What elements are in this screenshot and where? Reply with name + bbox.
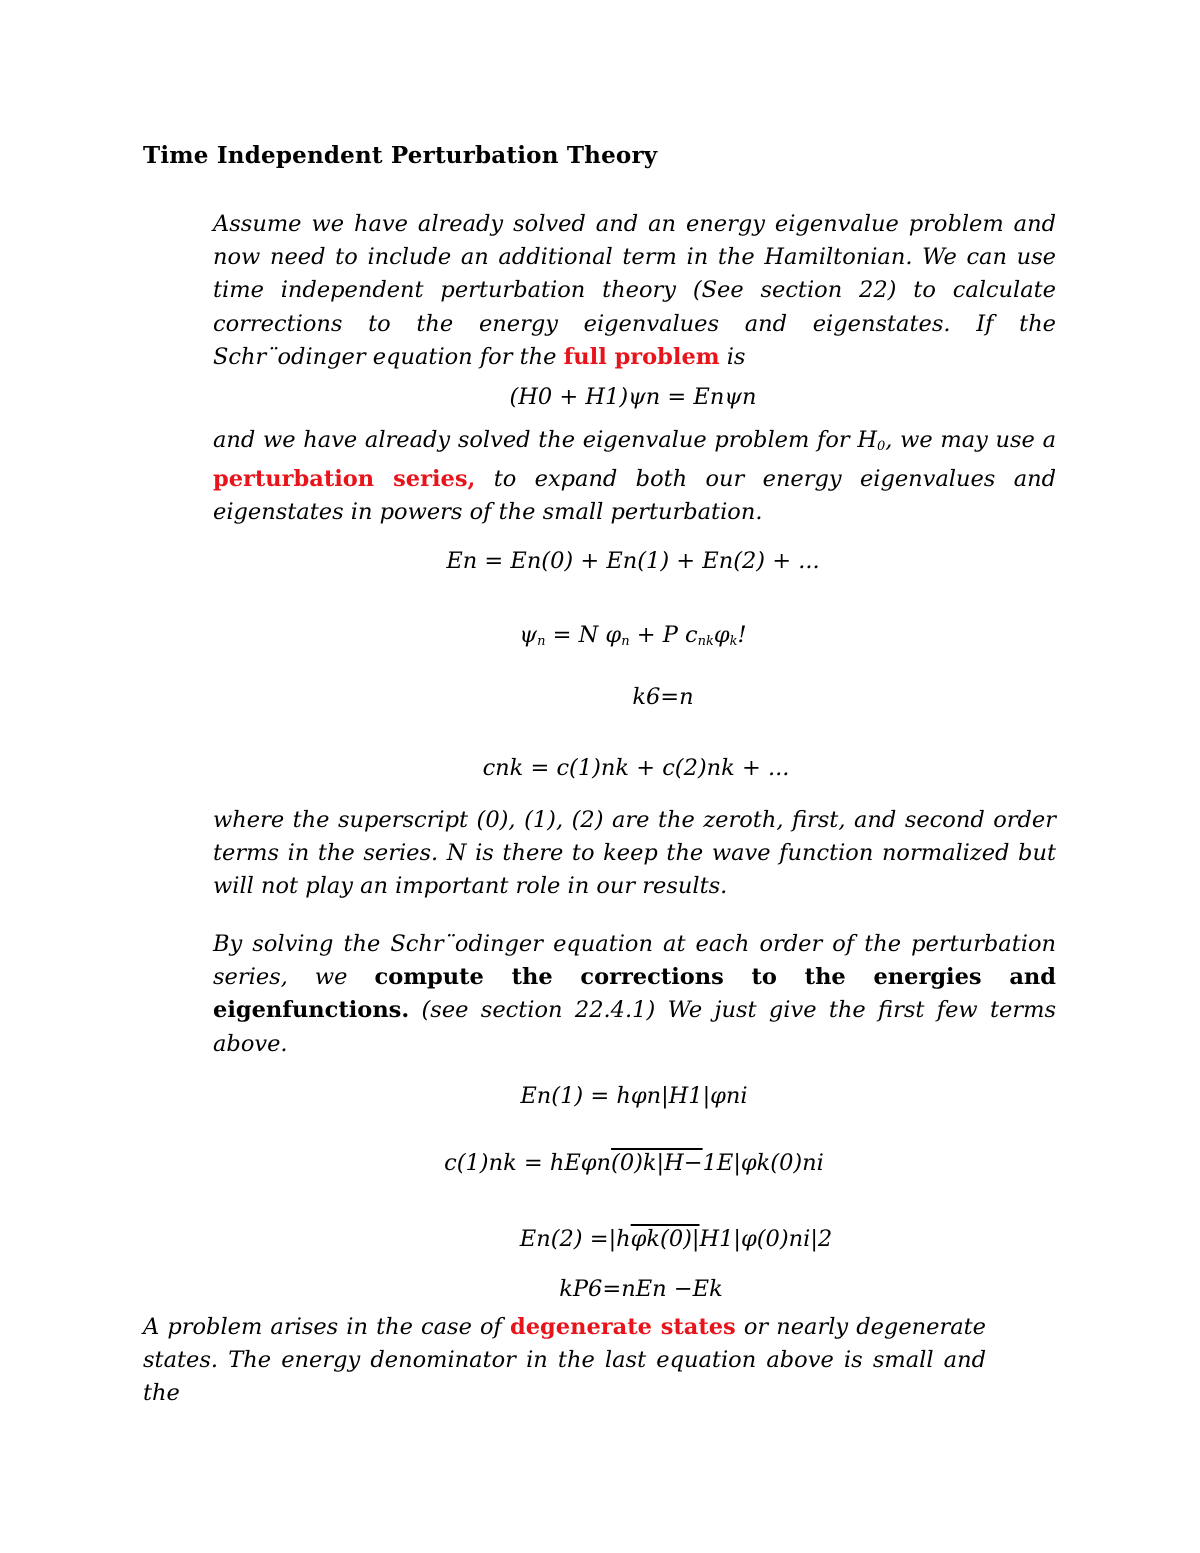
schrodinger-equation: (H0 + H1)ψn = Enψn <box>509 384 757 410</box>
first-order-energy-equation: En(1) = hφn|H1|φni <box>520 1083 748 1109</box>
degenerate-paragraph <box>143 1311 986 1411</box>
equation-part-b: + P c <box>629 622 698 648</box>
intro-paragraph <box>213 208 1056 374</box>
energy-denominator: kP6=nEn −Ek <box>559 1276 723 1302</box>
perturbation-paragraph <box>213 424 1056 530</box>
energy2-part-b: H1|φ(0)ni|2 <box>699 1226 833 1252</box>
h0-subscript: 0 <box>876 439 886 454</box>
coefficient-overline: (0)k|H− <box>611 1150 703 1176</box>
degenerate-text-end: or nearly degenerate states. The energy denominator in the last equation above is small and the <box>143 1314 986 1407</box>
energy2-part-a: En(2) =|h <box>519 1226 631 1252</box>
coefficient-part-b: 1E|φk(0)ni <box>702 1150 824 1176</box>
corrections-bold: compute the corrections to the energies and eigenfunctions. <box>213 964 1056 1024</box>
summation-index: k6=n <box>632 684 694 710</box>
corrections-text-end: (see section 22.4.1) We just give the first few terms above. <box>213 997 1056 1057</box>
equation-end: ! <box>737 622 747 648</box>
second-order-energy-equation <box>520 1224 832 1254</box>
psi-subscript: n <box>537 634 546 649</box>
document-title: Time Independent Perturbation Theory <box>143 142 658 169</box>
energy-expansion-equation: En = En(0) + En(1) + En(2) + ... <box>446 548 820 574</box>
c-subscript: nk <box>697 634 714 649</box>
perturbation-text-start: and we have already solved the eigenvalue problem for H <box>213 427 877 453</box>
coefficient-expansion-equation: cnk = c(1)nk + c(2)nk + ... <box>482 755 790 781</box>
degenerate-text-start: A problem arises in the case of <box>143 1314 510 1340</box>
full-problem-highlight: full problem <box>563 343 720 370</box>
psi-symbol: ψ <box>519 622 538 648</box>
first-order-coefficient-equation <box>444 1148 824 1178</box>
intro-text: Assume we have already solved and an energy eigenvalue problem and now need to include an additional term in the Hamiltonian. We can use time independent perturbation theory (See section 22) to calculate corrections to the energy eigenvalues and eigenstates. If the Schr¨odinger equation for the <box>213 211 1056 370</box>
coefficient-part-a: c(1)nk = hEφn <box>444 1150 612 1176</box>
wavefunction-expansion-equation <box>519 620 746 657</box>
corrections-paragraph <box>213 928 1056 1061</box>
corrections-text-start: By solving the Schr¨odinger equation at each order of the perturbation series, we <box>213 931 1056 991</box>
perturbation-text-end: to expand both our energy eigenvalues and eigenstates in powers of the small perturbation. <box>213 466 1056 526</box>
perturbation-text-mid: , we may use a <box>885 427 1056 453</box>
superscript-paragraph: where the superscript (0), (1), (2) are the zeroth, first, and second order terms in the series. N is there to keep the wave function normalized but will not play an important role in our results. <box>213 807 1056 900</box>
equation-part-a: = N φ <box>545 622 622 648</box>
degenerate-states-highlight: degenerate states <box>510 1314 736 1340</box>
phi-subscript: n <box>621 634 630 649</box>
phik-subscript: k <box>729 634 738 649</box>
perturbation-series-highlight: perturbation series, <box>213 466 476 493</box>
intro-end: is <box>719 343 746 370</box>
equation-part-c: φ <box>713 622 730 648</box>
energy2-overline: φk(0)| <box>630 1226 700 1252</box>
